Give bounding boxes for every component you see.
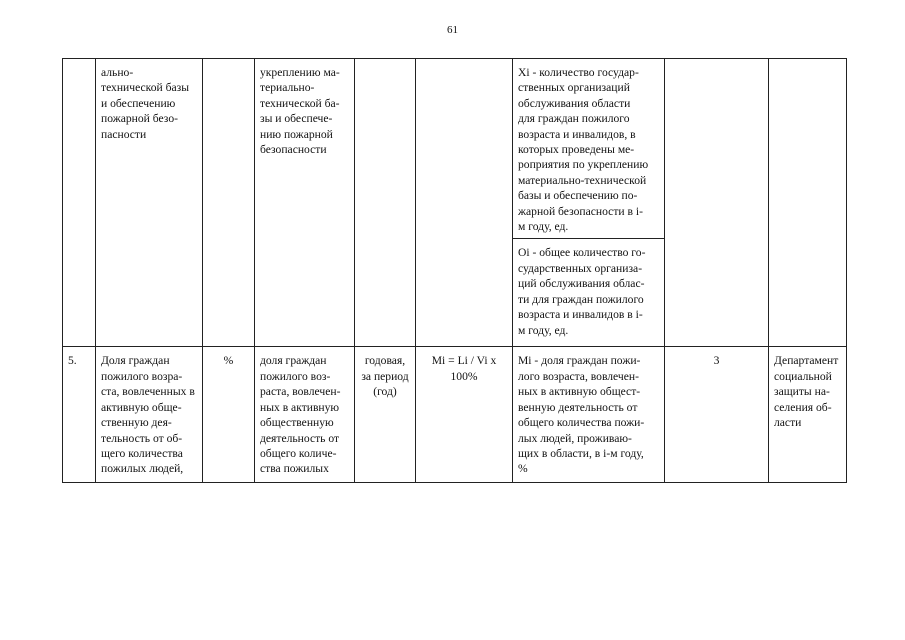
periodicity-cell: годовая, за период (год)	[355, 347, 416, 483]
definition-cell: доля граждан пожилого воз- раста, вовлечен- ных в активную общественную деятельность от общего количе- ства пожилых	[255, 347, 355, 483]
definition-cell: укреплению ма- териально- технической ба- зы и обеспече- нию пожарной безопасности	[255, 59, 355, 347]
table-row	[63, 59, 847, 239]
row-number-cell: 5.	[63, 347, 96, 483]
variable-cell-mi: Mi - доля граждан пожи- лого возраста, вовлечен- ных в активную общест- венную деятельность от общего количества пожи- лых людей, проживаю- щих в области, в i-м году, %	[513, 347, 665, 483]
unit-cell: %	[203, 347, 255, 483]
unit-cell	[203, 59, 255, 347]
indicator-table	[62, 58, 847, 483]
responsible-cell: Департамент социальной защиты на- селения об- ласти	[769, 347, 847, 483]
page-number: 61	[447, 24, 458, 36]
row-number-cell	[63, 59, 96, 347]
base-value-cell	[665, 59, 769, 347]
periodicity-cell	[355, 59, 416, 347]
responsible-cell	[769, 59, 847, 347]
base-value-cell: 3	[665, 347, 769, 483]
table-row	[63, 347, 847, 483]
variable-cell-xi: Xi - количество государ- ственных организаций обслуживания области для граждан пожилого возраста и инвалидов, в которых проведены ме- роприятия по укреплению материально-технической базы и обеспечению по- жарной безопасности в i- м году, ед.	[513, 59, 665, 239]
variable-cell-oi: Oi - общее количество го- сударственных организа- ций обслуживания облас- ти для граждан пожилого возраста и инвалидов в i- м году, ед.	[513, 239, 665, 347]
indicator-name-cell: Доля граждан пожилого возра- ста, вовлеченных в активную обще- ственную дея- тельность от об- щего количества пожилых людей,	[96, 347, 203, 483]
indicator-name-cell: ально- технической базы и обеспечению пожарной безо- пасности	[96, 59, 203, 347]
formula-cell	[416, 59, 513, 347]
formula-cell: Mi = Li / Vi x 100%	[416, 347, 513, 483]
